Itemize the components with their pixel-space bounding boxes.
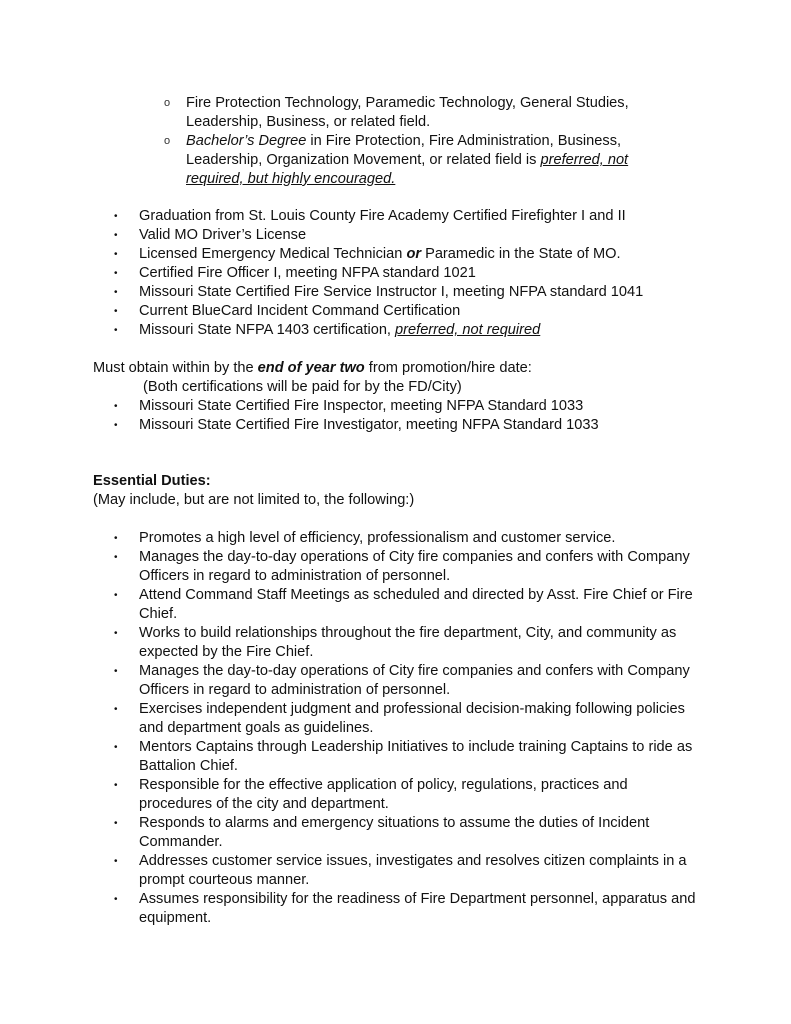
preferred-note: preferred, not required, but highly encouraged. [186, 152, 629, 187]
bullet-icon: • [114, 249, 118, 260]
list-item-text: Exercises independent judgment and professional decision-making following policies and department goals as guidelines. [139, 701, 685, 736]
list-item [114, 207, 694, 226]
list-item [164, 94, 684, 132]
list-item-text: Mentors Captains through Leadership Initiatives to include training Captains to ride as Battalion Chief. [139, 739, 693, 774]
bullet-icon: • [114, 704, 118, 715]
list-item [114, 624, 704, 662]
bullet-icon: • [114, 306, 118, 317]
list-item [164, 132, 684, 189]
list-item-text: Promotes a high level of efficiency, professionalism and customer service. [139, 530, 616, 546]
emphasis-text: end of year two [257, 360, 365, 376]
list-item [114, 700, 704, 738]
bullet-icon: • [114, 894, 118, 905]
paid-note: (Both certifications will be paid for by the FD/City) [143, 379, 462, 395]
bullet-icon: • [114, 211, 118, 222]
degree-name: Bachelor’s Degree [186, 133, 307, 149]
list-item [114, 662, 704, 700]
list-item-text: Missouri State NFPA 1403 certification, [139, 322, 396, 338]
bullet-icon: • [114, 268, 118, 279]
list-item-text: Missouri State Certified Fire Inspector, meeting NFPA Standard 1033 [139, 398, 584, 414]
list-item-text: Responsible for the effective application of policy, regulations, practices and procedures of the city and department. [139, 777, 628, 812]
list-item [114, 890, 704, 928]
intro-text: Must obtain within by the [93, 360, 258, 376]
bullet-icon: • [114, 856, 118, 867]
list-item-text: Manages the day-to-day operations of City fire companies and confers with Company Officers in regard to administration of personnel. [139, 663, 690, 698]
list-item-text: Manages the day-to-day operations of City fire companies and confers with Company Officers in regard to administration of personnel. [139, 549, 690, 584]
list-item-text: Works to build relationships throughout the fire department, City, and community as expected by the Fire Chief. [139, 625, 677, 660]
list-item [114, 814, 704, 852]
bullet-icon: • [114, 628, 118, 639]
bullet-icon: • [114, 401, 118, 412]
list-item [114, 738, 704, 776]
list-item [114, 776, 704, 814]
list-item [114, 321, 694, 340]
list-item-text: Current BlueCard Incident Command Certification [139, 303, 461, 319]
bullet-icon: • [114, 666, 118, 677]
list-item [114, 226, 694, 245]
bullet-icon: • [114, 780, 118, 791]
list-item-text: Valid MO Driver’s License [139, 227, 307, 243]
section-heading: Essential Duties: [93, 473, 211, 489]
bullet-icon: • [114, 230, 118, 241]
list-item-text: Attend Command Staff Meetings as scheduled and directed by Asst. Fire Chief or Fire Chief. [139, 587, 693, 622]
bullet-icon: • [114, 420, 118, 431]
list-item-text: in Fire Protection, Fire Administration, Business, Leadership, Organization Movement, or related field is [186, 133, 622, 168]
list-item [114, 397, 694, 416]
list-item-text: Addresses customer service issues, investigates and resolves citizen complaints in a prompt courteous manner. [139, 853, 687, 888]
list-item [114, 264, 694, 283]
hollow-bullet-icon: o [164, 135, 171, 147]
preferred-note: preferred, not required [395, 322, 541, 338]
list-item-text: Fire Protection Technology, Paramedic Technology, General Studies, Leadership, Business, or related field. [186, 95, 629, 130]
bullet-icon: • [114, 533, 118, 544]
list-item [114, 283, 694, 302]
list-item [114, 548, 704, 586]
bullet-icon: • [114, 818, 118, 829]
list-item [114, 416, 694, 435]
section-subheading: (May include, but are not limited to, the following:) [93, 492, 415, 508]
intro-text: from promotion/hire date: [364, 360, 532, 376]
qualifications-list [114, 207, 694, 340]
bullet-icon: • [114, 742, 118, 753]
list-item-text: Paramedic in the State of MO. [421, 246, 621, 262]
list-item [114, 529, 704, 548]
list-item [114, 302, 694, 321]
list-item-text: Assumes responsibility for the readiness of Fire Department personnel, apparatus and equipment. [139, 891, 696, 926]
list-item [114, 852, 704, 890]
bullet-icon: • [114, 325, 118, 336]
bullet-icon: • [114, 552, 118, 563]
duties-list [114, 529, 704, 928]
list-item [114, 245, 694, 264]
bullet-icon: • [114, 287, 118, 298]
within-list [114, 397, 694, 435]
list-item-text: Graduation from St. Louis County Fire Academy Certified Firefighter I and II [139, 208, 626, 224]
education-sub-list [164, 94, 684, 189]
emphasis-text: or [406, 246, 422, 262]
list-item-text: Responds to alarms and emergency situations to assume the duties of Incident Commander. [139, 815, 650, 850]
list-item-text: Certified Fire Officer I, meeting NFPA standard 1021 [139, 265, 476, 281]
list-item-text: Licensed Emergency Medical Technician [139, 246, 407, 262]
within-intro [93, 359, 713, 378]
list-item [114, 586, 704, 624]
bullet-icon: • [114, 590, 118, 601]
hollow-bullet-icon: o [164, 97, 171, 109]
list-item-text: Missouri State Certified Fire Service Instructor I, meeting NFPA standard 1041 [139, 284, 644, 300]
list-item-text: Missouri State Certified Fire Investigator, meeting NFPA Standard 1033 [139, 417, 599, 433]
